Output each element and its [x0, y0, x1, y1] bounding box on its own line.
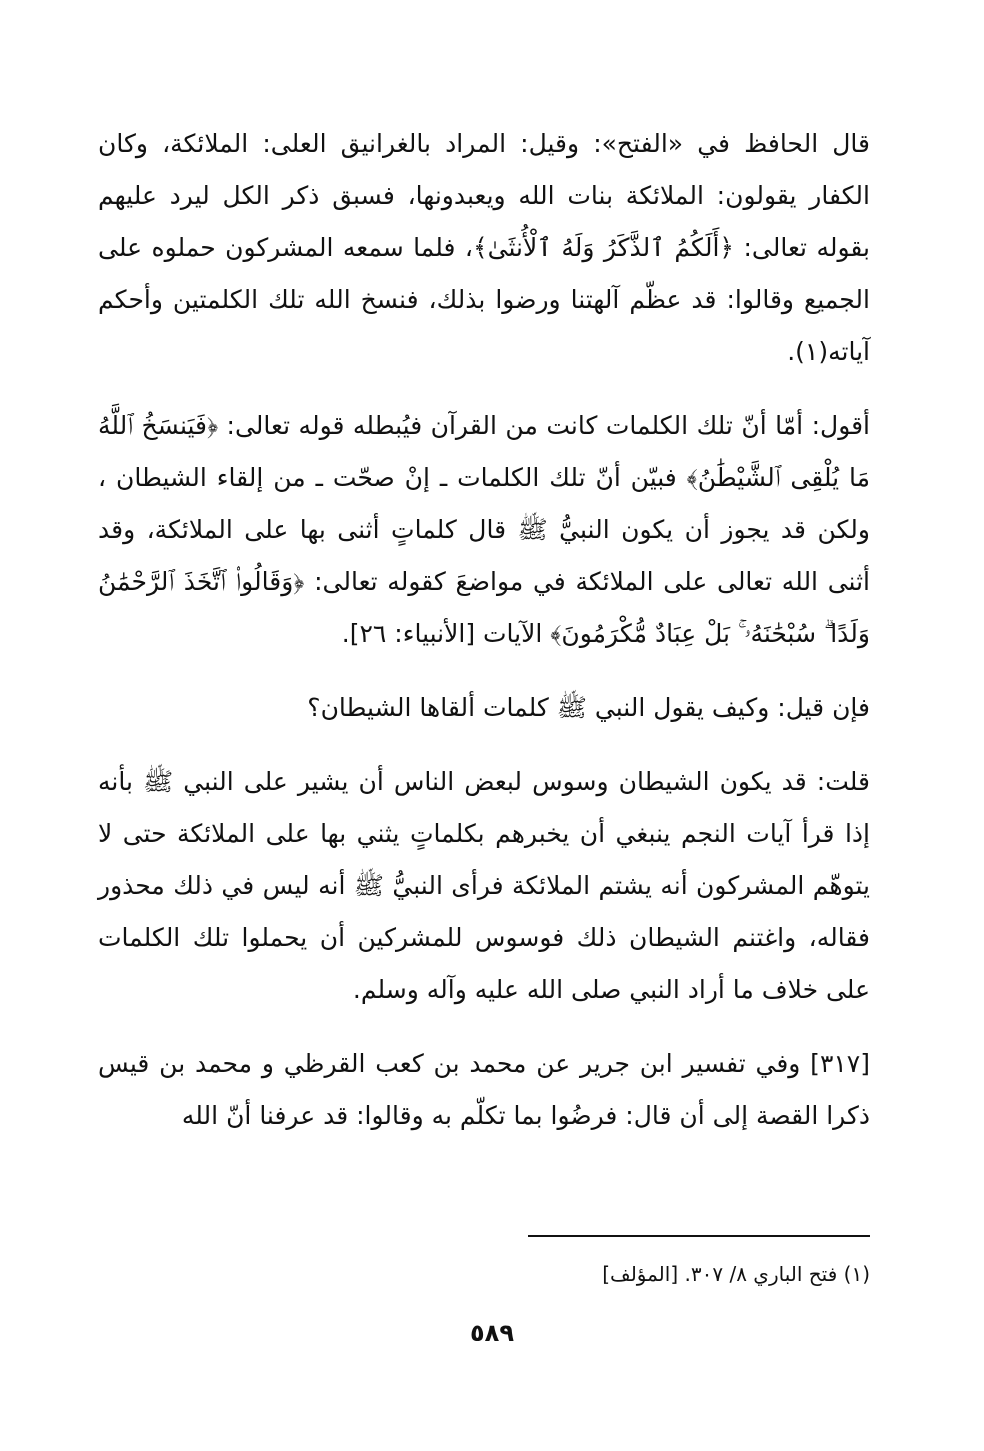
paragraph-answer: قلت: قد يكون الشيطان وسوس لبعض الناس أن يشير على النبي ﷺ بأنه إذا قرأ آيات النجم ينبغي أن يخبرهم بكلماتٍ يثني بها على الملائكة حتى لا يتوهّم المشركون أنه يشتم الملائكة فرأى النبيُّ ﷺ أنه ليس في ذلك محذور فقاله، واغتنم الشيطان ذلك فوسوس للمشركين أن يحملوا تلك الكلمات على خلاف ما أراد النبي صلى الله عليه وآله وسلم. — [98, 767, 870, 1004]
paragraph-question: فإن قيل: وكيف يقول النبي ﷺ كلمات ألقاها الشيطان؟ — [307, 693, 870, 722]
paragraph-aqul: أقول: أمّا أنّ تلك الكلمات كانت من القرآن فيُبطله قوله تعالى: ﴿فَيَنسَخُ ٱللَّهُ مَا يُلْقِى ٱلشَّيْطَٰنُ﴾ فبيّن أنّ تلك الكلمات ـ إنْ صحّت ـ من إلقاء الشيطان ، ولكن قد يجوز أن يكون النبيُّ ﷺ قال كلماتٍ أثنى بها على الملائكة، وقد أثنى الله تعالى على الملائكة في مواضعَ كقوله تعالى: ﴿وَقَالُوا۟ ٱتَّخَذَ ٱلرَّحْمَٰنُ وَلَدًا ۗ سُبْحَٰنَهُۥ ۚ بَلْ عِبَادٌ مُّكْرَمُونَ﴾ الآيات [الأنبياء: ٢٦]. — [98, 411, 870, 648]
footnote-divider — [528, 1235, 870, 1237]
page-body — [98, 118, 870, 1142]
paragraph-hafiz-quote: قال الحافظ في «الفتح»: وقيل: المراد بالغرانيق العلى: الملائكة، وكان الكفار يقولون: الملائكة بنات الله ويعبدونها، فسبق ذكر الكل ليرد عليهم بقوله تعالى: ﴿أَلَكُمُ ٱلذَّكَرُ وَلَهُ ٱلْأُنثَىٰ﴾، فلما سمعه المشركون حملوه على الجميع وقالوا: قد عظّم آلهتنا ورضوا بذلك، فنسخ الله تلك الكلمتين وأحكم آياته(١). — [98, 129, 870, 366]
page-number: ٥٨٩ — [470, 1319, 514, 1347]
footnote: (١) فتح الباري ٨/ ٣٠٧. [المؤلف] — [602, 1262, 870, 1286]
paragraph-ibn-jarir: [٣١٧] وفي تفسير ابن جرير عن محمد بن كعب القرظي و محمد بن قيس ذكرا القصة إلى أن قال: فرضُوا بما تكلّم به وقالوا: قد عرفنا أنّ الله — [98, 1049, 870, 1130]
